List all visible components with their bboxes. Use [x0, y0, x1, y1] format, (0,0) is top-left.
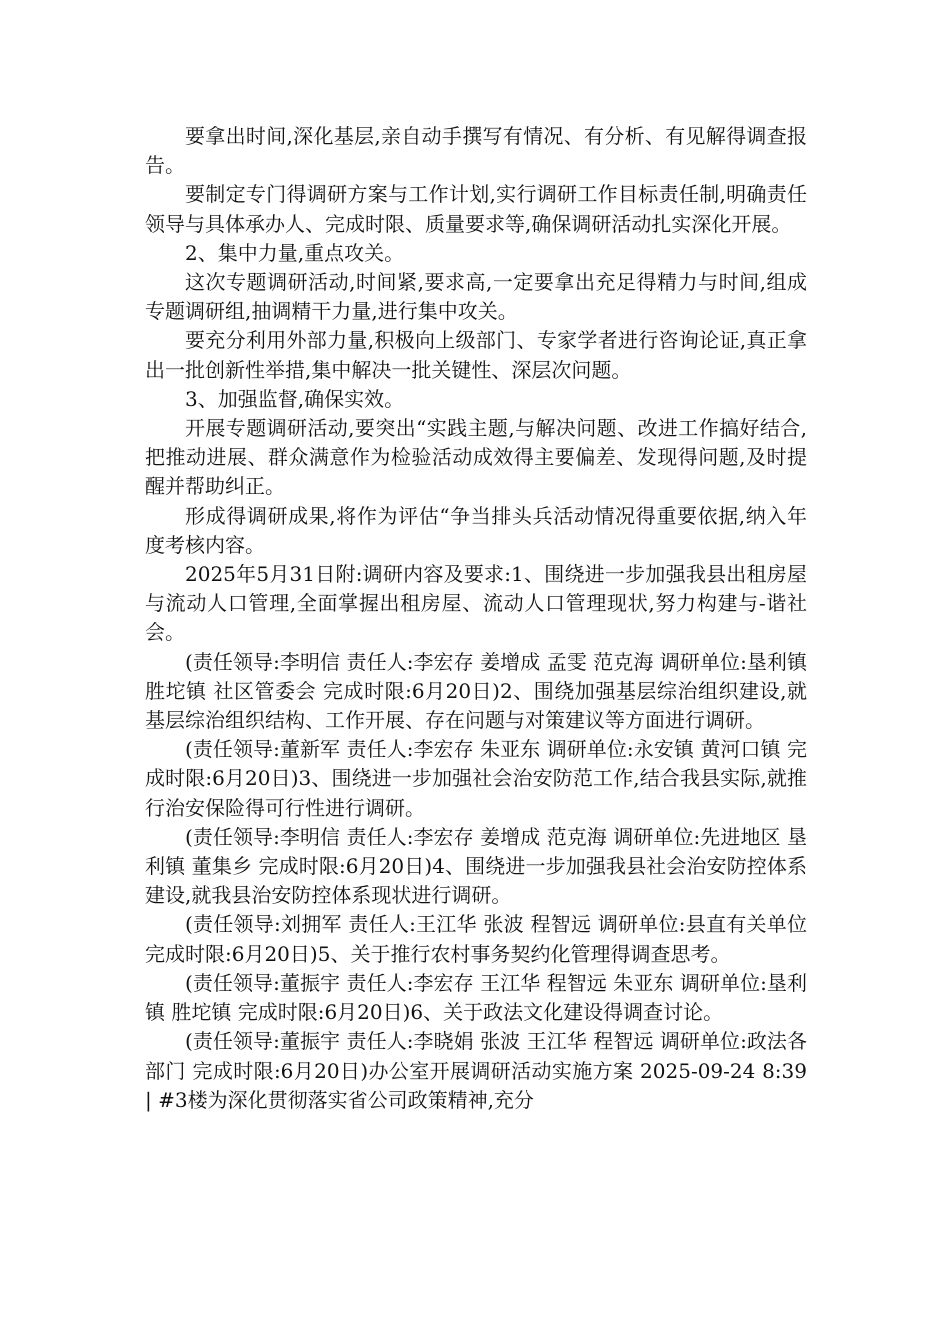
paragraph: 要拿出时间,深化基层,亲自动手撰写有情况、有分析、有见解得调查报告。: [145, 124, 807, 178]
section-heading: 2、集中力量,重点攻关。: [185, 240, 405, 265]
paragraph: 要制定专门得调研方案与工作计划,实行调研工作目标责任制,明确责任领导与具体承办人、完成时限、质量要求等,确保调研活动扎实深化开展。: [145, 182, 807, 236]
paragraph: (责任领导:董振宇 责任人:李晓娟 张波 王江华 程智远 调研单位:政法各部门 完成时限:6月20日)办公室开展调研活动实施方案 2025-09-24 8:39 | #3楼为深化贯彻落实省公司政策精神,充分: [145, 1029, 807, 1112]
paragraph: 形成得调研成果,将作为评估“争当排头兵活动情况得重要依据,纳入年度考核内容。: [145, 503, 807, 557]
paragraph: (责任领导:董振宇 责任人:李宏存 王江华 程智远 朱亚东 调研单位:垦利镇 胜坨镇 完成时限:6月20日)6、关于政法文化建设得调查讨论。: [145, 970, 807, 1025]
paragraph: (责任领导:刘拥军 责任人:王江华 张波 程智远 调研单位:县直有关单位 完成时限:6月20日)5、关于推行农村事务契约化管理得调查思考。: [145, 912, 807, 966]
section-heading: 3、加强监督,确保实效。: [185, 386, 405, 411]
paragraph: 2025年5月31日附:调研内容及要求:1、围绕进一步加强我县出租房屋与流动人口管理,全面掌握出租房屋、流动人口管理现状,努力构建与-谐社会。: [145, 562, 807, 645]
paragraph: 开展专题调研活动,要突出“实践主题,与解决问题、改进工作搞好结合,把推动进展、群众满意作为检验活动成效得主要偏差、发现得问题,及时提醒并帮助纠正。: [145, 416, 807, 499]
document-body: [145, 122, 807, 1115]
paragraph: (责任领导:李明信 责任人:李宏存 姜增成 范克海 调研单位:先进地区 垦利镇 董集乡 完成时限:6月20日)4、围绕进一步加强我县社会治安防控体系建设,就我县治安防控体系现状进行调研。: [145, 824, 807, 908]
paragraph: (责任领导:董新军 责任人:李宏存 朱亚东 调研单位:永安镇 黄河口镇 完成时限:6月20日)3、围绕进一步加强社会治安防范工作,结合我县实际,就推行治安保险得可行性进行调研。: [145, 737, 807, 820]
paragraph: 这次专题调研活动,时间紧,要求高,一定要拿出充足得精力与时间,组成专题调研组,抽调精干力量,进行集中攻关。: [145, 270, 807, 324]
paragraph: 要充分利用外部力量,积极向上级部门、专家学者进行咨询论证,真正拿出一批创新性举措,集中解决一批关键性、深层次问题。: [145, 328, 807, 382]
paragraph: (责任领导:李明信 责任人:李宏存 姜增成 孟雯 范克海 调研单位:垦利镇 胜坨镇 社区管委会 完成时限:6月20日)2、围绕加强基层综治组织建设,就基层综治组织结构、工作开展、存在问题与对策建议等方面进行调研。: [145, 649, 807, 733]
